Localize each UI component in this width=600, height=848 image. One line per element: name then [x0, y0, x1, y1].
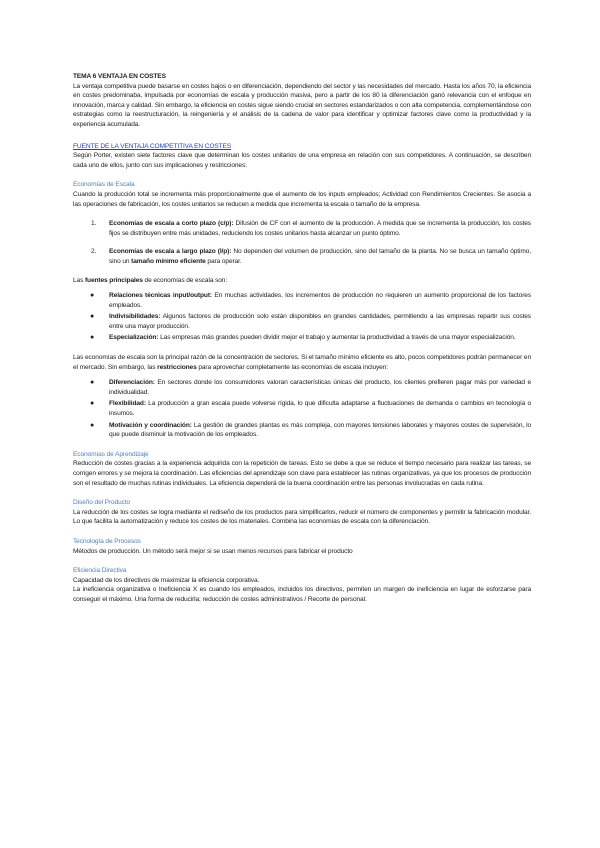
escala-paragraph: Cuando la producción total se incrementa más proporcionalmente que el aumento de los inputs empleados; Actividad con Rendimientos Crecientes. Se asocia a las operaciones de fabricación, los costes unitarios se reducen a medida que incrementa la escala o tamaño de la empresa.	[73, 190, 531, 208]
list-item	[73, 399, 531, 418]
eficiencia-paragraph: La ineficiencia organizativa o Ineficiencia X es cuando los empleados, incluidos los directivos, permiten un margen de ineficiencia en lugar de esforzarse para conseguir el máximo. Una forma de reducirla; reducción de costes administrativos / Recorte de personal.	[73, 586, 531, 603]
document-title: TEMA 6 VENTAJA EN COSTES	[73, 73, 166, 80]
document-page	[73, 72, 531, 605]
bullet-icon: ●	[90, 379, 95, 387]
tecnologia-paragraph: Métodos de producción. Un método será mejor si se usan menos recursos para fabricar el producto	[73, 547, 353, 555]
bullet-icon: ●	[90, 400, 95, 408]
bullet-icon: ●	[90, 334, 95, 342]
list-item-term: Economías de escala a corto plazo (c/p):	[109, 220, 234, 228]
list-number: 1.	[91, 220, 97, 228]
section-heading-aprendizaje: Economías de Aprendizaje	[73, 450, 149, 458]
list-item-term: Diferenciación:	[109, 379, 155, 387]
list-item	[73, 421, 531, 440]
list-item-text: Difusión de CF con el aumento de la producción. A medida que se incrementa la producción, los costes fijos se distribuyen entre más unidades, reduciendo los costes unitarios hasta alcanzar un punto óptimo.	[109, 220, 531, 237]
section-heading-fuente[interactable]: FUENTE DE LA VENTAJA COMPETITIVA EN COSTES	[73, 142, 232, 150]
fuentes-intro	[73, 276, 531, 286]
section-heading-tecnologia: Tecnología de Procesos	[73, 537, 141, 545]
restricciones-post: para aprovechar completamente las economías de escala incluyen:	[196, 363, 388, 371]
list-item	[73, 312, 531, 331]
list-item-text: En sectores donde los consumidores valoran características únicas del producto, los clientes prefieren pagar más por variedad e individualidad.	[109, 379, 531, 396]
list-item-text-tail: para operar.	[205, 257, 242, 265]
list-item-term: Especialización:	[109, 334, 159, 342]
list-item-text: La gestión de grandes plantas es más compleja, con mayores tensiones laborales y mayores costes de supervisión, lo que puede disminuir la motivación de los empleados.	[109, 421, 531, 439]
intro-paragraph: La ventaja competitiva puede basarse en costes bajos o en diferenciación, dependiendo del sector y las necesidades del mercado. Hasta los años 70, la eficiencia en costes predominaba, impulsada por economías de escala y producción masiva, pero a partir de los 80 la diferenciación ganó relevancia con el enfoque en innovación, marca y calidad. Sin embargo, la eficiencia en costes sigue siendo crucial en sectores estandarizados o con alta competencia, complementándose con estrategias como la reestructuración, la reingeniería y el análisis de la cadena de valor para identificar y optimizar factores clave como la productividad y la experiencia acumulada.	[73, 82, 531, 128]
list-item-text: En muchas actividades, los incrementos de producción no requieren un aumento proporcional de los factores empleados.	[109, 292, 531, 309]
list-number: 2.	[91, 248, 97, 256]
list-item	[73, 333, 531, 343]
diseno-paragraph: La reducción de los costes se logra mediante el rediseño de los productos para simplificarlos, reducir el número de componentes y permitir la fabricación modular. Lo que facilita la automatización y reduce los costes de los materiales. Combina las economías de escala con la diferenciación.	[73, 508, 531, 526]
section-heading-eficiencia: Eficiencia Directiva	[73, 567, 127, 575]
section-heading-escala: Economías de Escala	[73, 181, 135, 189]
list-item	[73, 219, 531, 238]
list-item	[73, 291, 531, 310]
section-heading-diseno: Diseño del Producto	[73, 499, 131, 507]
fuentes-post: de economías de escala son:	[142, 276, 228, 284]
restricciones-intro	[73, 353, 531, 372]
list-item	[73, 378, 531, 397]
list-item-text: Las empresas más grandes pueden dividir mejor el trabajo y aumentar la productividad a través de una mayor especialización.	[158, 334, 516, 342]
list-item-term: Indivisibilidades:	[109, 313, 161, 321]
list-item-term: Relaciones técnicas input/output:	[109, 292, 212, 300]
list-item-text: Algunos factores de producción solo están disponibles en grandes cantidades, permitiendo a las empresas repartir sus costes entre una mayor producción.	[109, 313, 531, 330]
list-item-term-inline: tamaño mínimo eficiente	[131, 257, 206, 265]
list-item-text: No dependen del volumen de producción, sino del tamaño de la planta. No se busca un tamaño óptimo, sino un	[109, 248, 531, 265]
list-item-term: Economías de escala a largo plazo (l/p):	[109, 248, 232, 256]
list-item-text: La producción a gran escala puede volverse rígida, lo que dificulta adaptarse a fluctuaciones de demanda o cambios en tecnología o insumos.	[109, 400, 531, 418]
list-item-term: Motivación y coordinación:	[109, 421, 192, 429]
fuente-paragraph: Según Porter, existen siete factores clave que determinan los costes unitarios de una empresa en relación con sus competidores. A continuación, se describen cada uno de ellos, junto con sus implicaciones y restricciones:	[73, 152, 531, 169]
restricciones-bold: restricciones	[157, 363, 197, 371]
bullet-icon: ●	[90, 292, 95, 300]
aprendizaje-paragraph: Reducción de costes gracias a la experiencia adquirida con la repetición de tareas. Esto se debe a que se reduce el tiempo necesario para realizar las tareas, se corrigen errores y se mejora la coordinación. Las eficiencias del aprendizaje son clave para establecer las rutinas organizativas, ya que los procesos de producción son el resultado de muchas rutinas individuales. La eficiencia dependerá de la buena coordinación entre las personas involucradas en cada rutina.	[73, 460, 531, 487]
escala-numbered-list	[73, 219, 531, 266]
bullet-icon: ●	[90, 421, 95, 429]
restricciones-bullet-list	[73, 378, 531, 440]
restricciones-pre: Las economías de escala son la principal razón de la concentración de sectores. Si el tamaño mínimo eficiente es alto, pocos competidores podrán permanecer en el mercado. Sin embargo, las	[73, 354, 531, 371]
eficiencia-line-1: Capacidad de los directivos de maximizar la eficiencia corporativa.	[73, 576, 260, 584]
list-item-term: Flexibilidad:	[109, 400, 146, 408]
list-item	[73, 247, 531, 266]
fuentes-bullet-list	[73, 291, 531, 343]
bullet-icon: ●	[90, 313, 95, 321]
fuentes-pre: Las	[73, 276, 85, 284]
fuentes-bold: fuentes principales	[84, 276, 143, 284]
